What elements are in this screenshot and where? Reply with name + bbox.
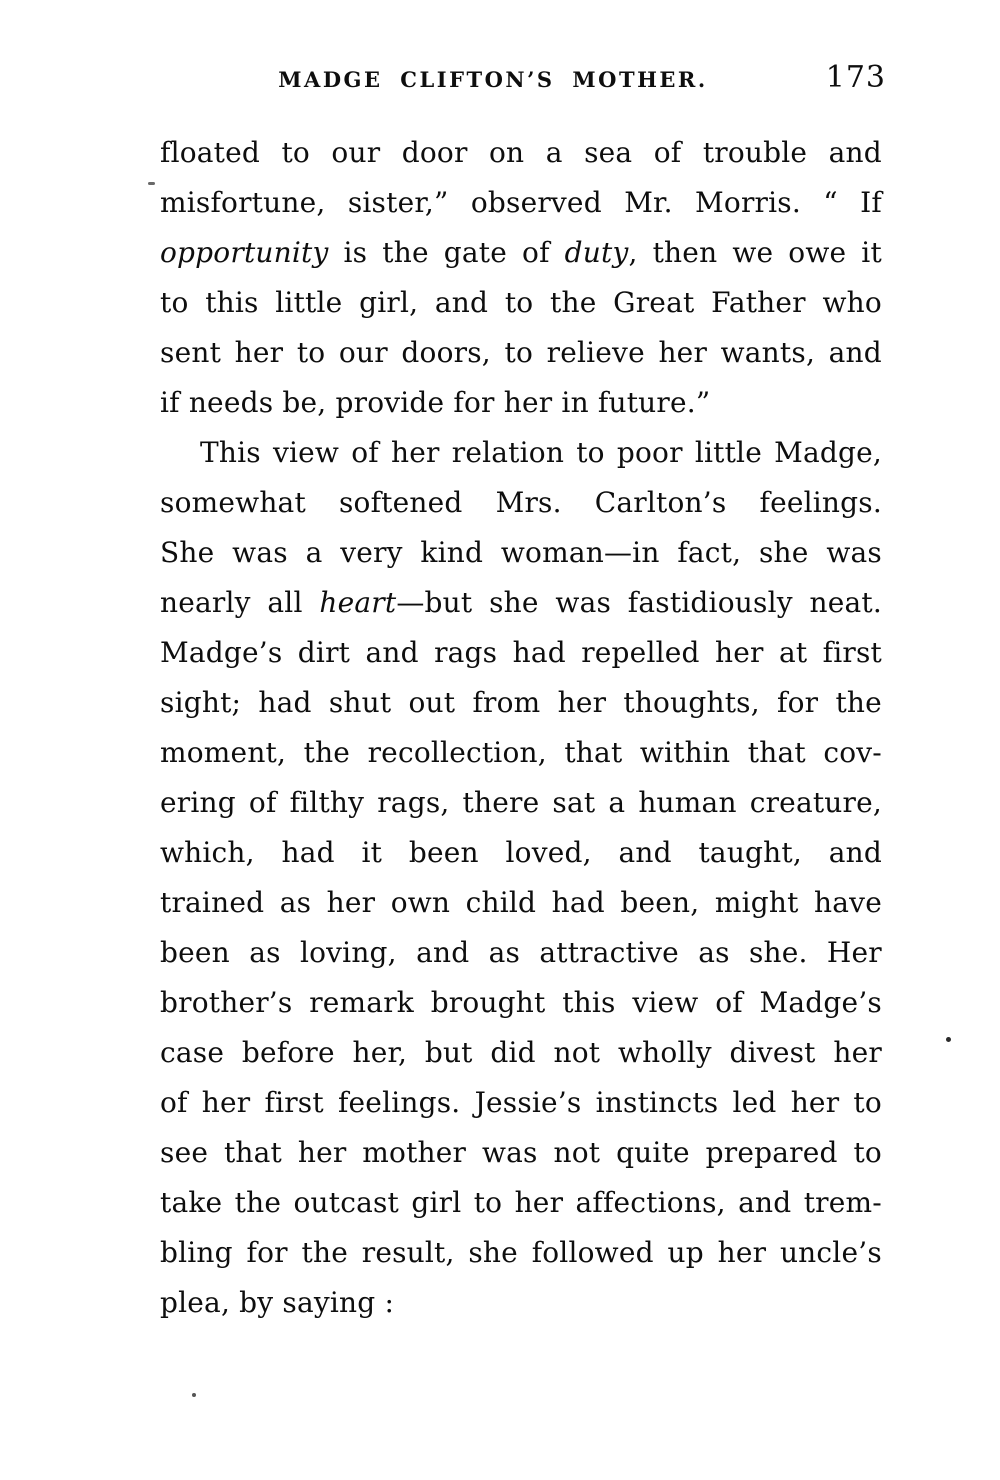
text-line: see that her mother was not quite prepared to bbox=[160, 1136, 882, 1169]
text-line: take the outcast girl to her affections, and trem- bbox=[160, 1186, 882, 1219]
running-header-title: MADGE CLIFTON’S MOTHER. bbox=[278, 67, 708, 92]
text-line: Madge’s dirt and rags had repelled her at first bbox=[160, 636, 882, 669]
text-line: ering of filthy rags, there sat a human creature, bbox=[160, 786, 882, 819]
page-body-text bbox=[160, 128, 882, 1328]
scan-speck bbox=[946, 1037, 951, 1042]
text-line: to this little girl, and to the Great Father who bbox=[160, 286, 882, 319]
text-line: bling for the result, she followed up her uncle’s bbox=[160, 1236, 882, 1269]
text-line: This view of her relation to poor little Madge, bbox=[200, 436, 882, 469]
page-number: 173 bbox=[825, 60, 886, 95]
text-line: case before her, but did not wholly divest her bbox=[160, 1036, 882, 1069]
text-line: sight; had shut out from her thoughts, for the bbox=[160, 686, 882, 719]
text-line: if needs be, provide for her in future.” bbox=[160, 386, 711, 419]
text-line: floated to our door on a sea of trouble and bbox=[160, 136, 882, 169]
text-line: nearly all heart—but she was fastidiously neat. bbox=[160, 586, 882, 619]
paragraph bbox=[160, 128, 882, 428]
text-line: which, had it been loved, and taught, and bbox=[160, 836, 882, 869]
text-line: plea, by saying : bbox=[160, 1286, 395, 1319]
text-line: moment, the recollection, that within that cov- bbox=[160, 736, 882, 769]
text-line: trained as her own child had been, might have bbox=[160, 886, 882, 919]
text-line: been as loving, and as attractive as she. Her bbox=[160, 936, 882, 969]
text-line: She was a very kind woman—in fact, she was bbox=[160, 536, 882, 569]
text-line: of her first feelings. Jessie’s instincts led her to bbox=[160, 1086, 882, 1119]
text-line: brother’s remark brought this view of Madge’s bbox=[160, 986, 882, 1019]
paragraph bbox=[160, 428, 882, 1328]
text-line: opportunity is the gate of duty, then we owe it bbox=[160, 236, 882, 269]
text-line: somewhat softened Mrs. Carlton’s feelings. bbox=[160, 486, 882, 519]
text-line: misfortune, sister,” observed Mr. Morris. “ If bbox=[160, 186, 882, 219]
text-line: sent her to our doors, to relieve her wants, and bbox=[160, 336, 882, 369]
scan-speck bbox=[192, 1393, 196, 1397]
running-header bbox=[160, 62, 886, 98]
scan-speck bbox=[148, 182, 155, 185]
